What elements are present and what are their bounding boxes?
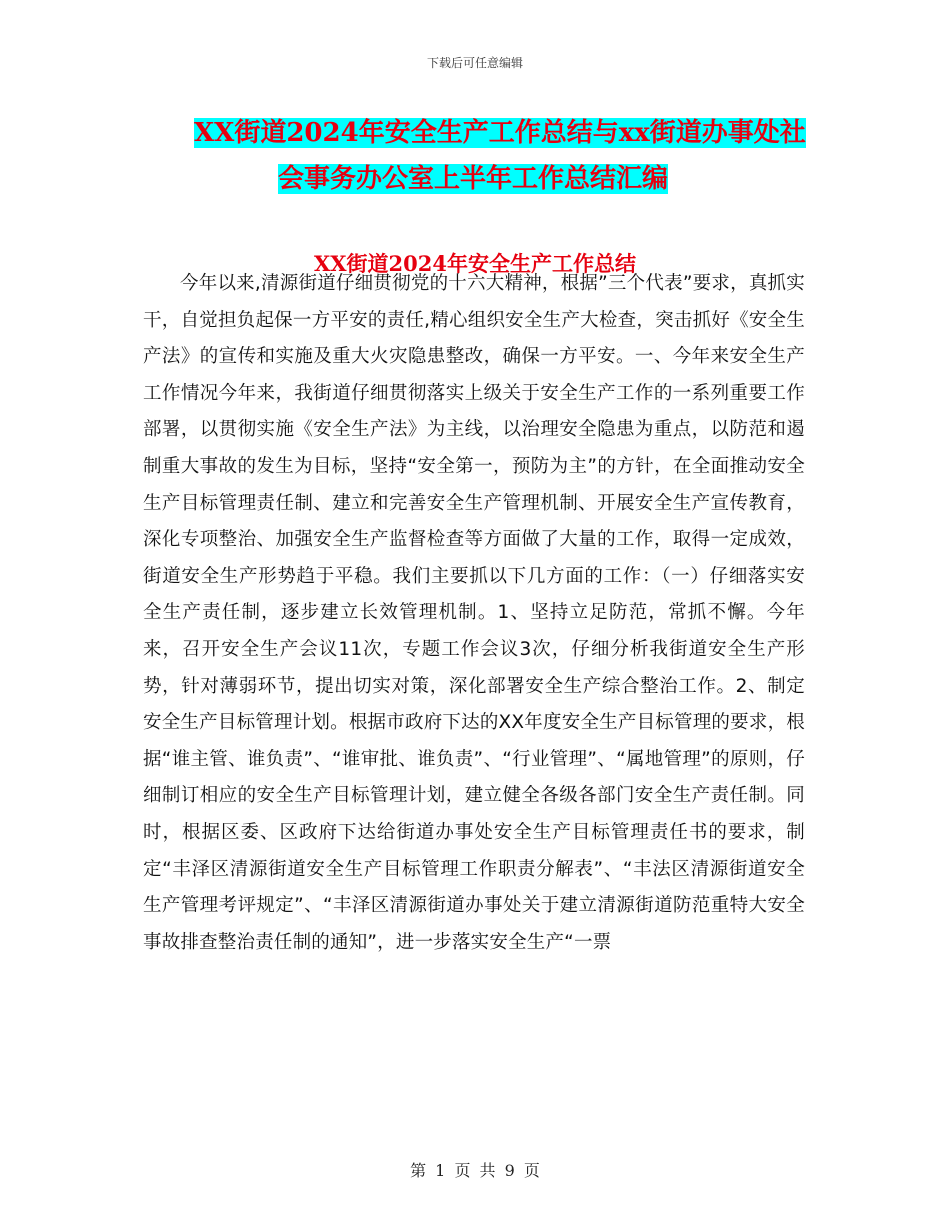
document-title — [140, 110, 840, 202]
document-title-line-2 — [140, 156, 840, 202]
page-header-note: 下载后可任意编辑 — [426, 56, 523, 70]
title-highlight-2: 会事务办公室上半年工作总结汇编 — [278, 164, 669, 194]
title-highlight-1: XX街道2024年安全生产工作总结与xx街道办事处社 — [194, 118, 806, 148]
section-title: XX街道2024年安全生产工作总结 — [313, 251, 637, 276]
page-number-footer: 第 1 页 共 9 页 — [410, 1161, 540, 1180]
document-title-line-1 — [140, 110, 840, 156]
body-paragraph: 今年以来,清源街道仔细贯彻党的十六大精神，根据”三个代表”要求，真抓实干，自觉担负起保一方平安的责任,精心组织安全生产大检查，突击抓好《安全生产法》的宣传和实施及重大火灾隐患整改，确保一方平安。一、今年来安全生产工作情况今年来，我街道仔细贯彻落实上级关于安全生产工作的一系列重要工作部署，以贯彻实施《安全生产法》为主线，以治理安全隐患为重点，以防范和遏制重大事故的发生为目标，坚持“安全第一，预防为主”的方针，在全面推动安全生产目标管理责任制、建立和完善安全生产管理机制、开展安全生产宣传教育，深化专项整治、加强安全生产监督检查等方面做了大量的工作，取得一定成效，街道安全生产形势趋于平稳。我们主要抓以下几方面的工作：（一）仔细落实安全生产责任制，逐步建立长效管理机制。1、坚持立足防范，常抓不懈。今年来，召开安全生产会议11次，专题工作会议3次，仔细分析我街道安全生产形势，针对薄弱环节，提出切实对策，深化部署安全生产综合整治工作。2、制定安全生产目标管理计划。根据市政府下达的XX年度安全生产目标管理的要求，根据“谁主管、谁负责”、“谁审批、谁负责”、“行业管理”、“属地管理”的原则，仔细制订相应的安全生产目标管理计划，建立健全各级各部门安全生产责任制。同时，根据区委、区政府下达给街道办事处安全生产目标管理责任书的要求，制定“丰泽区清源街道安全生产目标管理工作职责分解表”、“丰法区清源街道安全生产管理考评规定”、“丰泽区清源街道办事处关于建立清源街道防范重特大安全事故排查整治责任制的通知”，进一步落实安全生产“一票 — [143, 273, 805, 953]
